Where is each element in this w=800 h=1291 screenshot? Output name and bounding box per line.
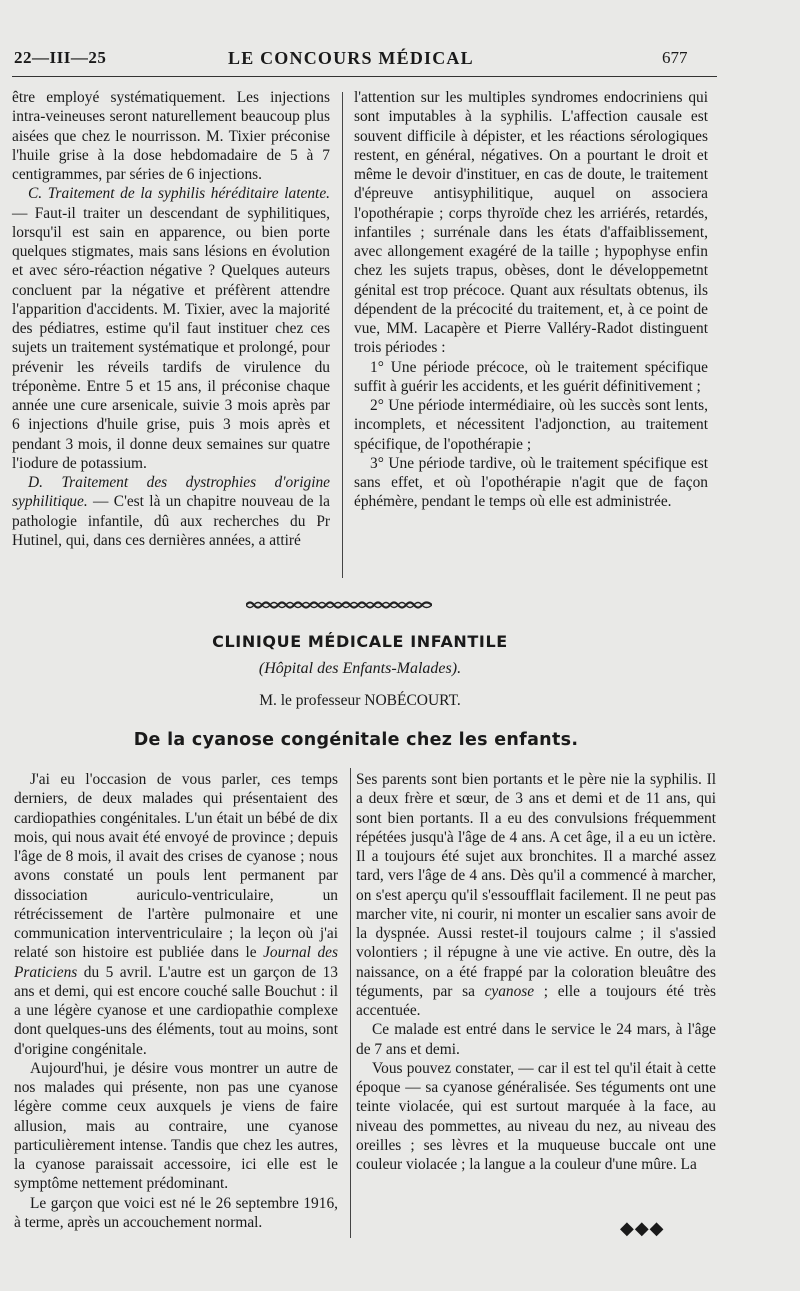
journal-reference: Journal des Praticiens bbox=[14, 944, 338, 981]
paragraph bbox=[12, 473, 330, 550]
paragraph bbox=[12, 88, 330, 184]
subheading: C. Traitement de la syphilis héréditaire latente. bbox=[28, 185, 330, 203]
paragraph: Aujourd'hui, je désire vous montrer un autre de nos malades qui présente, non pas une cyanose légère comme ceux auxquels je viens de faire allusion, mais au contraire, une cyanose particulièrement intense. Tandis que chez les autres, la cyanose paraissait accessoire, ici elle est le symptôme nettement prédominant. bbox=[14, 1059, 338, 1193]
decorative-separator bbox=[246, 600, 432, 610]
section-title: CLINIQUE MÉDICALE INFANTILE bbox=[212, 632, 508, 651]
column-divider bbox=[350, 768, 351, 1238]
paragraph: 3° Une période tardive, où le traitement spécifique est sans effet, et où l'opothérapie n'agit que de façon éphémère, pendant le temps où elle est administrée. bbox=[354, 454, 708, 511]
paragraph: l'attention sur les multiples syndromes endocriniens qui sont imputables à la syphilis. L'affection causale est souvent difficile à dépister, et les réactions sérologiques restent, en général, négatives. On a pourtant le droit et même le devoir d'instituer, en cas de doute, le traitement d'épreuve antisyphilitique, auquel on associera l'opothérapie ; corps thyroïde chez les arriérés, retardés, infantiles ; surrénale dans les états d'affaiblissement, avec allongement exagéré de la taille ; hypophyse enfin chez les sujets trapus, obèses, dont le développemetnt génital est trop précoce. Quant aux résultats obtenus, ils dépendent de la précocité du traitement, et, à ce point de vue, MM. Lacapère et Pierre Valléry-Radot distinguent trois périodes : bbox=[354, 89, 708, 357]
paragraph: Le garçon que voici est né le 26 septembre 1916, à terme, après un accouchement normal. bbox=[14, 1194, 338, 1231]
paragraph bbox=[14, 770, 338, 1059]
paragraph bbox=[356, 770, 716, 1020]
page-header bbox=[14, 48, 690, 68]
page-number: 677 bbox=[662, 48, 688, 67]
issue-date: 22—III—25 bbox=[14, 48, 107, 67]
paragraph: Ce malade est entré dans le service le 24 mars, à l'âge de 7 ans et demi. bbox=[356, 1021, 716, 1058]
author-line: M. le professeur NOBÉCOURT. bbox=[259, 692, 461, 709]
paragraph-text: Ses parents sont bien portants et le père nie la syphilis. Il a deux frère et sœur, de 3 ans et demi et de 11 ans, qui sont bien portants. Il a eu des convulsions fréquemment répétées jusqu'à l'âge de 4 ans. A cet âge, il a eu un ictère. Il a toujours été sujet aux bronchites. Il a marché assez tard, vers l'âge de 4 ans. Dès qu'il a commencé à marcher, on s'est aperçu qu'il s'essoufflait facilement. Il ne peut pas marcher vite, ni courir, ni monter un escalier sans avoir de la dyspnée. Aussi restet-il toujours calme ; il s'assied volontiers ; il répugne à une vie active. En outre, dès la naissance, on a été frappé par la coloration bleuâtre des téguments, par sa bbox=[356, 771, 716, 1000]
paragraph-text: J'ai eu l'occasion de vous parler, ces temps derniers, de deux malades qui présentaient des cardiopathies congénitales. L'un était un bébé de dix mois, qui nous avait été envoyé de province ; depuis l'âge de 8 mois, il avait des crises de cyanose ; nous avons constaté un pouls lent permanent par dissociation auriculo-ventriculaire, un rétrécissement de l'artère pulmonaire et une communication interventriculaire ; la leçon où j'ai relaté son histoire est publiée dans le bbox=[14, 771, 338, 962]
subheading: D. Traitement des dystrophies d'origine syphilitique. bbox=[12, 474, 330, 511]
paragraph bbox=[12, 184, 330, 473]
paragraph-text: être employé systématiquement. Les injections intra-veineuses seront naturellement beaucoup plus aisées que chez le nourrisson. M. Tixier préconise l'huile grise à la dose hebdomadaire de 5 à 7 centigrammes, par séries de 6 injections. bbox=[12, 89, 330, 183]
article-title: De la cyanose congénitale chez les enfants. bbox=[133, 730, 579, 750]
continuation-mark: ◆◆◆ bbox=[620, 1218, 665, 1239]
top-left-column bbox=[12, 88, 330, 550]
paragraph: 2° Une période intermédiaire, où les succès sont lents, incomplets, et nécessitent l'adjonction, au traitement spécifique, de l'opothérapie ; bbox=[354, 397, 708, 453]
paragraph-text: — Faut-il traiter un descendant de syphilitiques, lorsqu'il est sain en apparence, ou bien porte quelques stigmates, mais sans lésions en évolution et avec séro-réaction négative ? Quelques auteurs concluent par la négative et préfèrent attendre l'apparition d'accidents. M. Tixier, avec la majorité des pédiatres, estime qu'il faut instituer chez ces sujets un traitement systématique et prolongé, pour prévenir les réveils tardifs de virulence du tréponème. Entre 5 et 15 ans, il préconise chaque année une cure arsenicale, suivie 3 mois après par 6 injections d'huile grise, puis 3 mois après et pendant 3 mois, il donne deux semaines sur quatre l'iodure de potassium. bbox=[12, 204, 330, 472]
top-right-column bbox=[354, 88, 708, 512]
paragraph-text: du 5 avril. L'autre est un garçon de 13 ans et demi, qui est encore couché salle Bouchut : il a une légère cyanose et une cardiopathie complexe dont quelques-uns des éléments, tout au moins, sont d'origine congénitale. bbox=[14, 963, 338, 1058]
bottom-right-column bbox=[356, 770, 716, 1174]
journal-title: LE CONCOURS MÉDICAL bbox=[228, 48, 474, 68]
hospital-name: (Hôpital des Enfants-Malades). bbox=[258, 660, 462, 677]
paragraph: Vous pouvez constater, — car il est tel qu'il était à cette époque — sa cyanose généralisée. Ses téguments ont une teinte violacée, qui est surtout marquée à la face, au niveau des pommettes, au niveau du nez, au niveau des oreilles ; ses lèvres et la muqueuse buccale ont une couleur violacée ; la langue a la couleur d'une mûre. La bbox=[356, 1059, 716, 1173]
paragraph-text: ; elle a toujours été très accentuée. bbox=[356, 982, 717, 1019]
bottom-left-column bbox=[14, 770, 338, 1232]
header-rule bbox=[12, 76, 717, 77]
column-divider bbox=[342, 92, 343, 578]
paragraph-text: — C'est là un chapitre nouveau de la pathologie infantile, dû aux recherches du Pr Hutinel, qui, dans ces dernières années, a attiré bbox=[12, 493, 330, 549]
emphasis: cyanose bbox=[484, 982, 535, 1000]
paragraph: 1° Une période précoce, où le traitement spécifique suffit à guérir les accidents, et les guérit définitivement ; bbox=[354, 358, 708, 395]
